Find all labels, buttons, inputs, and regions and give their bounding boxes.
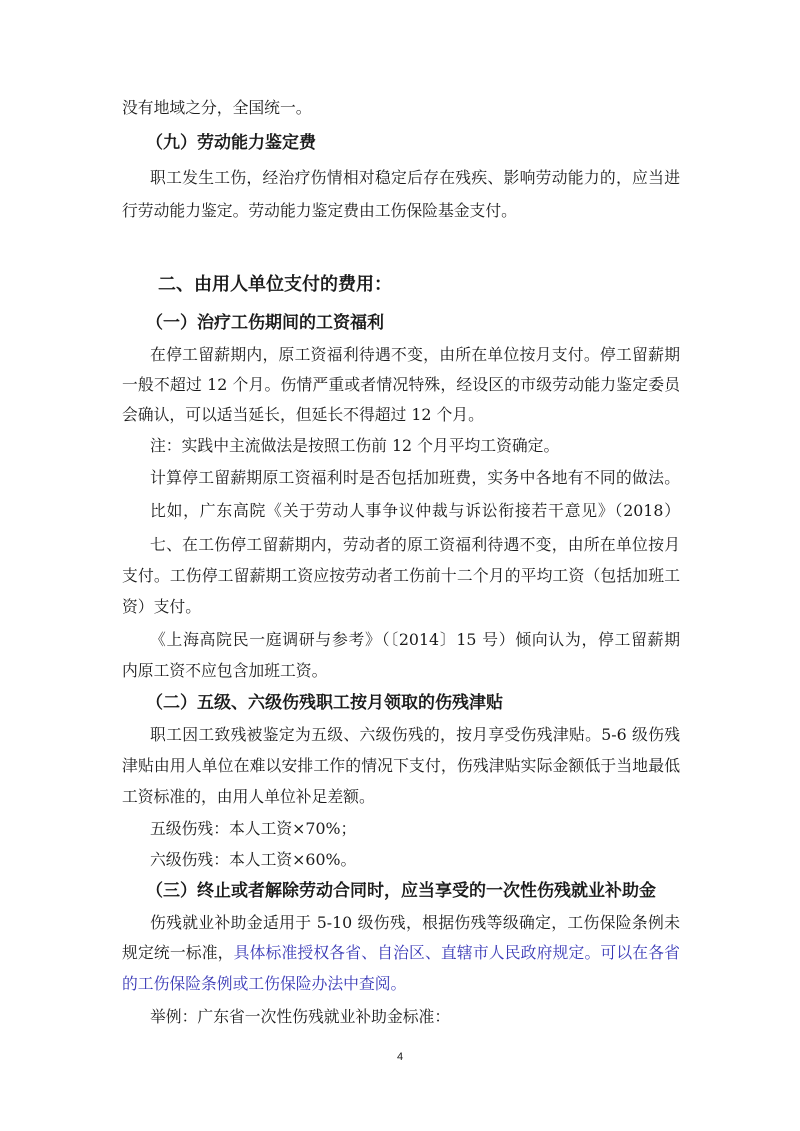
part-2-heading: 二、由用人单位支付的费用：	[158, 274, 392, 295]
page-number: 4	[396, 1051, 404, 1063]
quote-line: 资）支付。	[122, 597, 201, 616]
shanghai-reference: 内原工资不应包含加班工资。	[122, 661, 328, 680]
paragraph-line: 工资标准的，由用人单位补足差额。	[122, 787, 375, 806]
shanghai-reference: 《上海高院民一庭调研与参考》（〔2014〕15 号）倾向认为，停工留薪期	[150, 630, 680, 649]
carryover-line: 没有地域之分，全国统一。	[122, 98, 312, 117]
item-1-heading: （一）治疗工伤期间的工资福利	[146, 313, 384, 333]
item-2-heading: （二）五级、六级伤残职工按月领取的伤残津贴	[146, 693, 503, 713]
paragraph-text: 规定统一标准，	[122, 943, 234, 962]
paragraph-line: 职工发生工伤，经治疗伤情相对稳定后存在残疾、影响劳动能力的，应当进	[150, 168, 680, 187]
paragraph-line	[122, 941, 680, 965]
grade-6-allowance: 六级伤残：本人工资×60%。	[150, 850, 357, 869]
quote-line: 支付。工伤停工留薪期工资应按劳动者工伤前十二个月的平均工资（包括加班工	[122, 566, 680, 585]
paragraph-line: 会确认，可以适当延长，但延长不得超过 12 个月。	[122, 405, 484, 424]
example-line: 举例：广东省一次性伤残就业补助金标准：	[150, 1007, 451, 1026]
highlighted-text: 的工伤保险条例或工伤保险办法中查阅。	[122, 974, 407, 993]
paragraph-line: 职工因工致残被鉴定为五级、六级伤残的，按月享受伤残津贴。5-6 级伤残	[150, 725, 680, 744]
paragraph-line: 一般不超过 12 个月。伤情严重或者情况特殊，经设区的市级劳动能力鉴定委员	[122, 375, 680, 394]
paragraph-line: 津贴由用人单位在难以安排工作的情况下支付，伤残津贴实际金额低于当地最低	[122, 756, 680, 775]
paragraph-line: 行劳动能力鉴定。劳动能力鉴定费由工伤保险基金支付。	[122, 201, 517, 220]
paragraph-line: 计算停工留薪期原工资福利时是否包括加班费，实务中各地有不同的做法。	[150, 468, 680, 487]
note-line: 注：实践中主流做法是按照工伤前 12 个月平均工资确定。	[150, 436, 560, 455]
highlighted-text: 具体标准授权各省、自治区、直辖市人民政府规定。可以在各省	[233, 943, 680, 962]
paragraph-line: 伤残就业补助金适用于 5-10 级伤残，根据伤残等级确定，工伤保险条例未	[150, 913, 680, 932]
grade-5-allowance: 五级伤残：本人工资×70%；	[150, 819, 357, 838]
item-3-heading: （三）终止或者解除劳动合同时，应当享受的一次性伤残就业补助金	[146, 881, 656, 901]
quote-line: 七、在工伤停工留薪期内，劳动者的原工资福利待遇不变，由所在单位按月	[150, 535, 680, 554]
guangdong-reference: 比如，广东高院《关于劳动人事争议仲裁与诉讼衔接若干意见》（2018）	[150, 501, 680, 520]
paragraph-line: 在停工留薪期内，原工资福利待遇不变，由所在单位按月支付。停工留薪期	[150, 345, 680, 364]
section-9-heading: （九）劳动能力鉴定费	[146, 133, 316, 153]
